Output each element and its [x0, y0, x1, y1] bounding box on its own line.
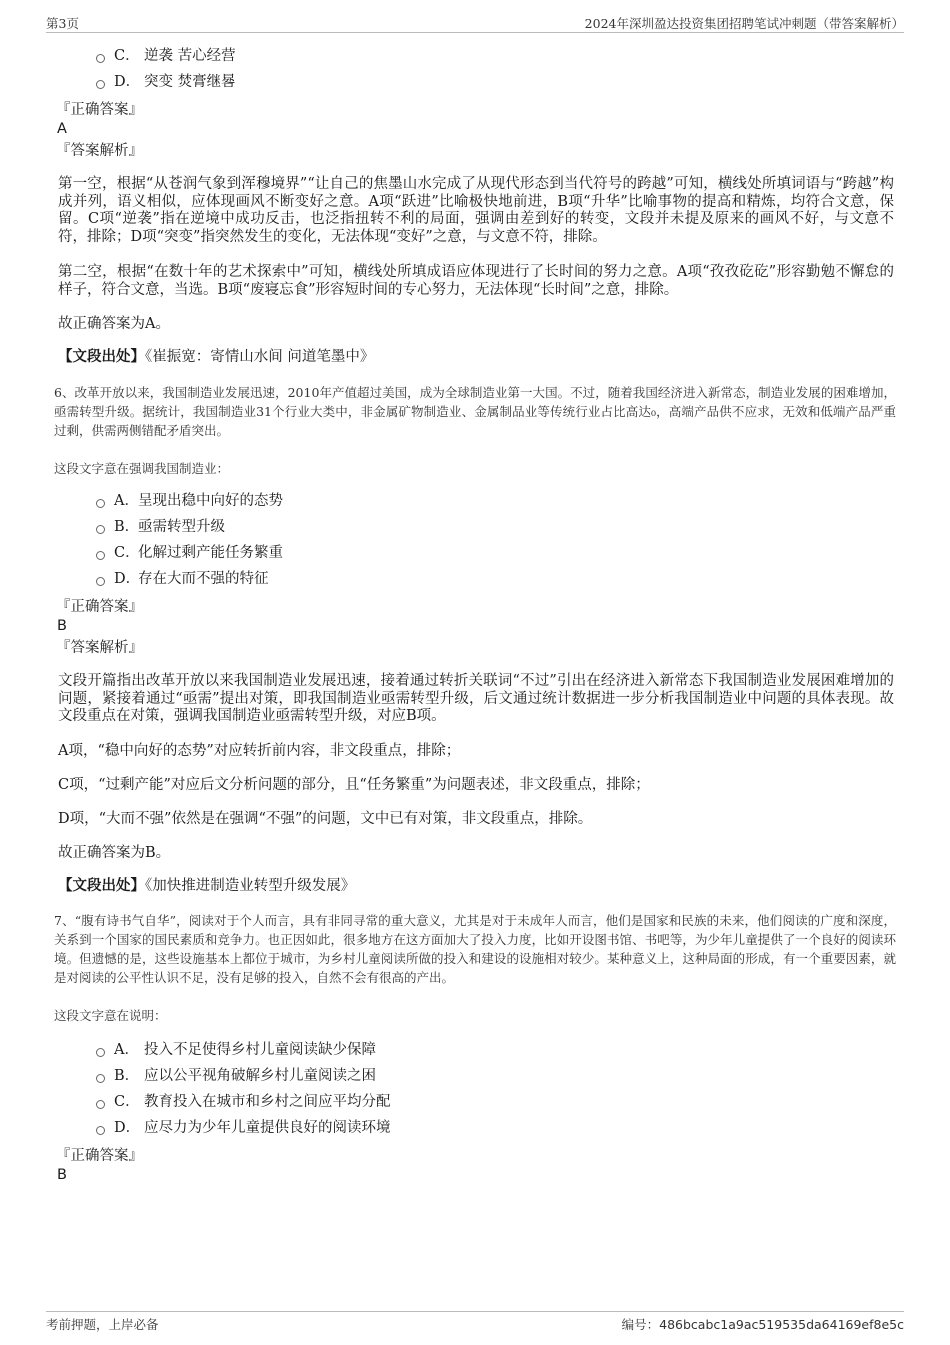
q6-analysis-a: A项，“稳中向好的态势”对应转折前内容，非文段重点，排除；: [58, 743, 461, 759]
radio-icon[interactable]: [96, 1048, 105, 1057]
q6-question-text: 6、改革开放以来，我国制造业发展迅速，2010年产值超过美国，成为全球制造业第一大国。不过，随着我国经济进入新常态，制造业发展的困难增加，亟需转型升级。据统计，我国制造业31个行业大类中，非金属矿物制造业、金属制品业等传统行业占比高达₀，高端产品供不应求，无效和低端产品严重过剩，供需两侧错配矛盾突出。: [54, 385, 896, 438]
q6-option-d[interactable]: D．存在大而不强的特征: [96, 569, 269, 589]
document-code: 编号：486bcabc1a9ac519535da64169ef8e5c: [621, 1317, 904, 1332]
radio-icon[interactable]: [96, 525, 105, 534]
page-footer: [46, 1311, 904, 1335]
q6-analysis-d: D项，“大而不强”依然是在强调“不强”的问题，文中已有对策，非文段重点，排除。: [58, 811, 593, 827]
radio-icon[interactable]: [96, 499, 105, 508]
q5-answer: A: [57, 121, 67, 137]
q7-answer: B: [57, 1167, 67, 1183]
radio-icon[interactable]: [96, 1100, 105, 1109]
q7-prompt: 这段文字意在说明：: [54, 1008, 167, 1023]
q7-question-text: 7、“腹有诗书气自华”，阅读对于个人而言，具有非同寻常的重大意义，尤其是对于未成年人而言，他们是国家和民族的未来，他们阅读的广度和深度，关系到一个国家的国民素质和竞争力。也正因如此，很多地方在这方面加大了投入力度，比如开设图书馆、书吧等，为少年儿童提供了一个良好的阅读环境。但遗憾的是，这些设施基本上都位于城市，为乡村儿童阅读所做的投入和建设的设施相对较少。某种意义上，这种局面的形成，有一个重要因素，就是对阅读的公平性认识不足，没有足够的投入，自然不会有很高的产出。: [54, 913, 896, 985]
q5-analysis-paragraph-2: 第二空，根据“在数十年的艺术探索中”可知，横线处所填成语应体现进行了长时间的努力之意。A项“孜孜矻矻”形容勤勉不懈怠的样子，符合文意，当选。B项“废寝忘食”形容短时间的专心努力，无法体现“长时间”之意，排除。: [58, 264, 894, 298]
radio-icon[interactable]: [96, 1074, 105, 1083]
q6-answer: B: [57, 618, 67, 634]
q5-option-c[interactable]: C． 逆袭 苦心经营: [96, 46, 236, 66]
source-tag: 【文段出处】: [58, 348, 145, 365]
q6-option-a[interactable]: A．呈现出稳中向好的态势: [96, 491, 283, 511]
q6-source: [58, 876, 355, 896]
page-header: [46, 14, 904, 33]
source-title: 《加快推进制造业转型升级发展》: [145, 878, 356, 894]
q7-option-a[interactable]: A． 投入不足使得乡村儿童阅读缺少保障: [96, 1040, 376, 1060]
source-title: 《崔振宽：寄情山水间 问道笔墨中》: [145, 349, 375, 365]
q6-answer-label: 『正确答案』: [56, 599, 143, 615]
source-tag: 【文段出处】: [58, 877, 145, 894]
q6-option-c[interactable]: C．化解过剩产能任务繁重: [96, 543, 283, 563]
q6-option-b[interactable]: B．亟需转型升级: [96, 517, 225, 537]
radio-icon[interactable]: [96, 1126, 105, 1135]
q6-analysis-c: C项，“过剩产能”对应后文分析问题的部分，且“任务繁重”为问题表述，非文段重点，排除；: [58, 777, 650, 793]
q5-option-d[interactable]: D． 突变 焚膏继晷: [96, 72, 236, 92]
q6-conclusion: 故正确答案为B。: [58, 845, 171, 861]
q7-option-c[interactable]: C． 教育投入在城市和乡村之间应平均分配: [96, 1092, 391, 1112]
page-number: 第3页: [46, 16, 79, 31]
q5-answer-label: 『正确答案』: [56, 102, 143, 118]
radio-icon[interactable]: [96, 80, 105, 89]
radio-icon[interactable]: [96, 577, 105, 586]
q5-analysis-paragraph-1: 第一空，根据“从苍润气象到浑穆境界”“让自己的焦墨山水完成了从现代形态到当代符号的跨越”可知，横线处所填词语与“跨越”构成并列，语义相似，应体现画风不断变好之意。A项“跃进”比喻极快地前进，B项“升华”比喻事物的提高和精炼，均符合文意，保留。C项“逆袭”指在逆境中成功反击，也泛指扭转不利的局面，强调由差到好的转变，文段并未提及原来的画风不好，与文意不符，排除；D项“突变”指突然发生的变化，无法体现“变好”之意，与文意不符，排除。: [58, 176, 894, 245]
q7-option-b[interactable]: B． 应以公平视角破解乡村儿童阅读之困: [96, 1066, 376, 1086]
q7-option-d[interactable]: D． 应尽力为少年儿童提供良好的阅读环境: [96, 1118, 391, 1138]
q6-analysis-label: 『答案解析』: [56, 640, 143, 656]
q5-conclusion: 故正确答案为A。: [58, 316, 170, 332]
footer-slogan: 考前押题，上岸必备: [46, 1317, 159, 1332]
document-title: 2024年深圳盈达投资集团招聘笔试冲刺题（带答案解析）: [584, 16, 904, 31]
radio-icon[interactable]: [96, 551, 105, 560]
q5-analysis-label: 『答案解析』: [56, 143, 143, 159]
q7-answer-label: 『正确答案』: [56, 1148, 143, 1164]
q6-prompt: 这段文字意在强调我国制造业：: [54, 461, 230, 476]
radio-icon[interactable]: [96, 54, 105, 63]
q5-source: [58, 347, 374, 367]
q6-analysis-paragraph-1: 文段开篇指出改革开放以来我国制造业发展迅速，接着通过转折关联词“不过”引出在经济进入新常态下我国制造业发展困难增加的问题，紧接着通过“亟需”提出对策，即我国制造业亟需转型升级，后文通过统计数据进一步分析我国制造业中问题的具体表现。故文段重点在对策，强调我国制造业亟需转型升级，对应B项。: [58, 673, 894, 724]
